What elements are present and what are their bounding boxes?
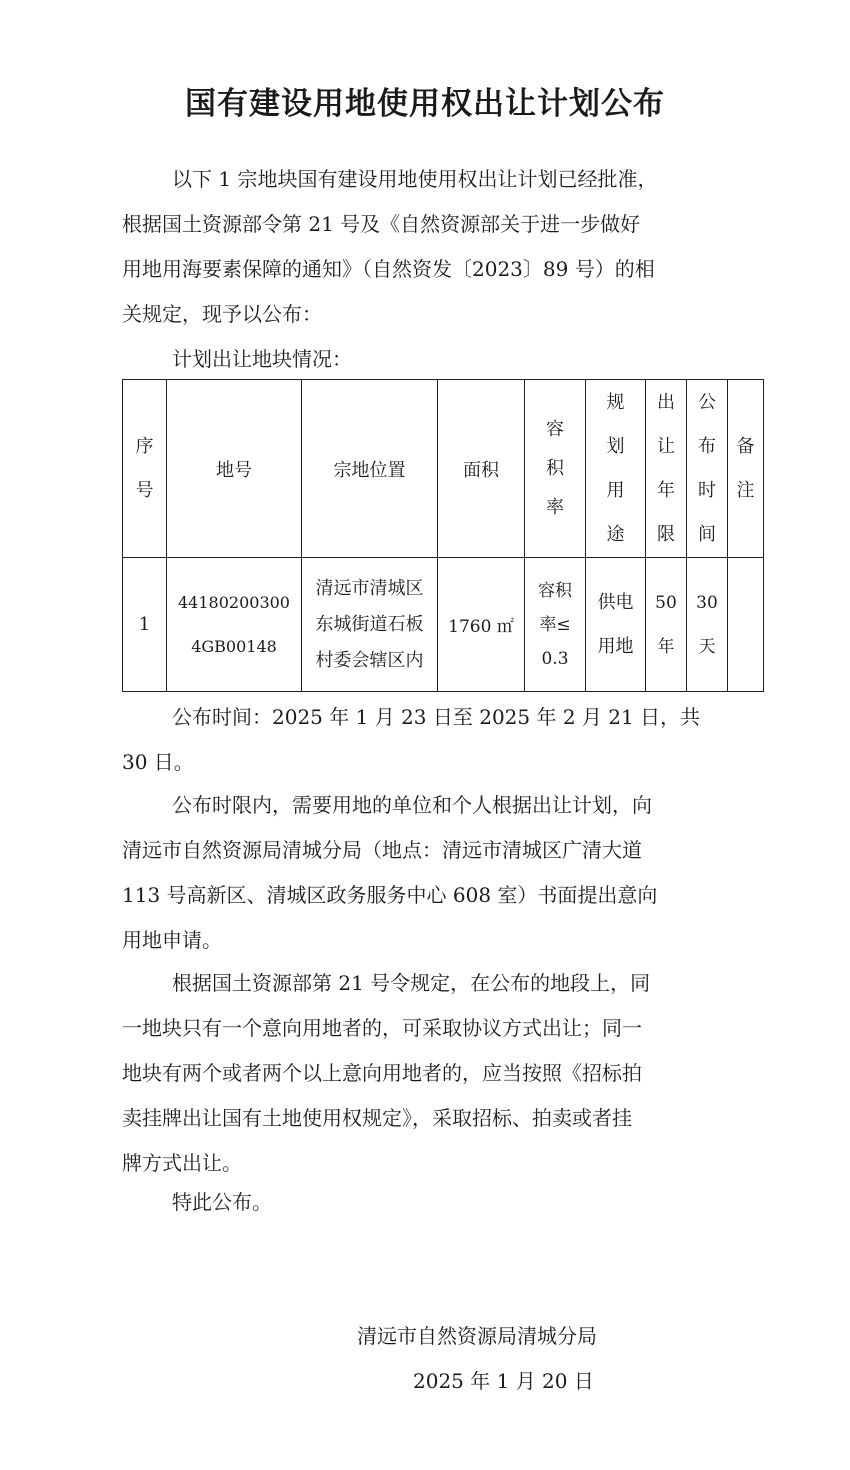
table-intro: [122, 337, 722, 382]
header-use: 规划用途: [586, 380, 646, 558]
header-term: 出让年限: [646, 380, 687, 558]
cell-location: [302, 558, 438, 692]
parcel-no-line: 4GB00148: [191, 636, 277, 656]
header-period: 公布时间: [687, 380, 728, 558]
apply-line: 113 号高新区、清城区政务服务中心 608 室）书面提出意向: [122, 883, 658, 907]
period-line: 30: [696, 592, 718, 613]
far-line: 率≤: [539, 614, 571, 635]
pub-time-line: 30 日。: [122, 750, 194, 774]
cell-period: [687, 558, 728, 692]
term-line: 50: [655, 592, 677, 613]
closing-text: 特此公布。: [172, 1190, 272, 1214]
apply-line: 公布时限内，需要用地的单位和个人根据出让计划，向: [172, 793, 652, 817]
apply-line: 用地申请。: [122, 928, 222, 952]
location-line: 清远市清城区: [315, 577, 424, 599]
header-area: 面积: [438, 380, 525, 558]
header-seq: 序号: [123, 380, 167, 558]
pub-time-paragraph: [122, 695, 722, 785]
location-line: 村委会辖区内: [315, 649, 424, 671]
cell-area: 1760 ㎡: [438, 558, 525, 692]
term-line: 年: [657, 636, 675, 657]
intro-line: 关规定，现予以公布：: [122, 302, 322, 326]
cell-parcel-no: [167, 558, 302, 692]
apply-paragraph: [122, 783, 722, 963]
use-line: 用地: [597, 635, 634, 657]
intro-line: 根据国土资源部令第 21 号及《自然资源部关于进一步做好: [122, 212, 641, 236]
cell-seq: 1: [123, 558, 167, 692]
header-far: 容积率: [525, 380, 586, 558]
cell-use: [586, 558, 646, 692]
use-line: 供电: [597, 591, 634, 613]
header-parcel-no: 地号: [167, 380, 302, 558]
rule-line: 一地块只有一个意向用地者的，可采取协议方式出让；同一: [122, 1016, 642, 1040]
period-line: 天: [698, 636, 716, 657]
intro-paragraph: [122, 157, 722, 337]
table-intro-text: 计划出让地块情况：: [172, 347, 352, 371]
far-line: 容积: [538, 580, 572, 601]
header-location: 宗地位置: [302, 380, 438, 558]
pub-time-line: 公布时间：2025 年 1 月 23 日至 2025 年 2 月 21 日，共: [172, 705, 701, 729]
closing-paragraph: [122, 1180, 722, 1225]
cell-remark: [728, 558, 764, 692]
rule-line: 牌方式出让。: [122, 1151, 242, 1175]
cell-term: [646, 558, 687, 692]
document-title: 国有建设用地使用权出让计划公布: [185, 86, 665, 122]
signature-org: 清远市自然资源局清城分局: [357, 1324, 597, 1348]
cell-far: [525, 558, 586, 692]
intro-line: 以下 1 宗地块国有建设用地使用权出让计划已经批准，: [172, 167, 658, 191]
rule-paragraph: [122, 961, 722, 1186]
parcel-table: [122, 379, 764, 692]
apply-line: 清远市自然资源局清城分局（地点：清远市清城区广清大道: [122, 838, 642, 862]
far-line: 0.3: [541, 648, 569, 669]
location-line: 东城街道石板: [315, 613, 424, 635]
header-remark: 备注: [728, 380, 764, 558]
signature-date: 2025 年 1 月 20 日: [413, 1369, 594, 1393]
rule-line: 地块有两个或者两个以上意向用地者的，应当按照《招标拍: [122, 1061, 642, 1085]
table-header-row: [123, 380, 764, 558]
rule-line: 卖挂牌出让国有土地使用权规定》，采取招标、拍卖或者挂: [122, 1106, 632, 1130]
intro-line: 用地用海要素保障的通知》（自然资发〔2023〕89 号）的相: [122, 257, 655, 281]
table-row: [123, 558, 764, 692]
rule-line: 根据国土资源部第 21 号令规定，在公布的地段上，同: [172, 971, 651, 995]
parcel-no-line: 44180200300: [178, 592, 290, 612]
